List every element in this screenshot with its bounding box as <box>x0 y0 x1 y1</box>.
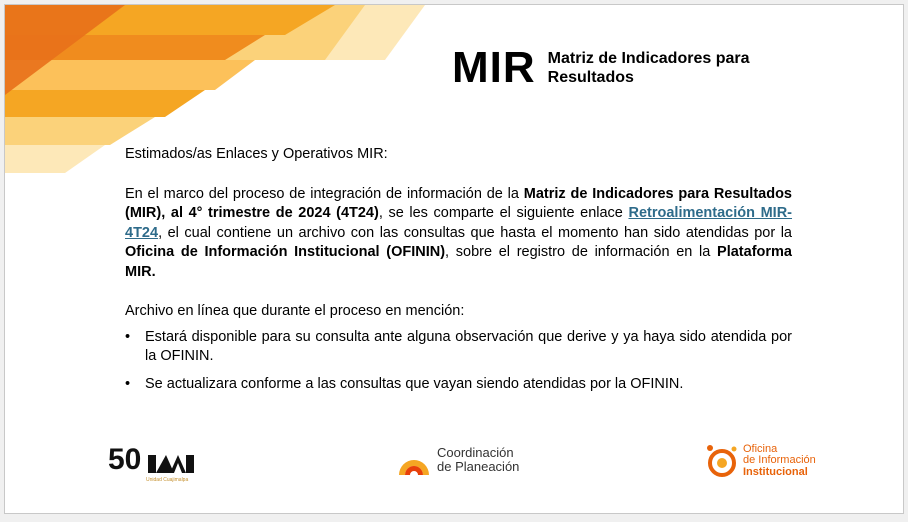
page-title: MIR <box>452 43 536 92</box>
ofinin-line1: Oficina <box>743 442 778 455</box>
uam-50-logo <box>108 439 198 484</box>
retroalimentacion-link[interactable]: Retroalimentación MIR-4T24 <box>125 205 793 241</box>
bold-text: Plataforma MIR. <box>125 244 792 280</box>
bullet-icon: • <box>125 328 131 345</box>
list-item-text: Se actualizara conforme a las consultas que vayan siendo atendidas por la OFININ. <box>145 375 684 392</box>
ofinin-line2: de Información <box>743 454 816 467</box>
list-item <box>125 375 792 395</box>
text: En el marco del proceso de integración de información de la <box>125 185 524 202</box>
message-body <box>125 145 792 402</box>
uam-logo-icon <box>108 439 198 479</box>
page-subtitle: Matriz de Indicadores para Resultados <box>547 50 750 86</box>
bold-text: Matriz de Indicadores para Resultados (MIR), al 4° trimestre de 2024 (4T24) <box>125 185 792 221</box>
ofinin-line3: Institucional <box>743 465 808 478</box>
text: , sobre el registro de información en la <box>445 244 718 260</box>
coord-line1: Coordinación <box>437 445 514 460</box>
coordinacion-planeacion-logo <box>397 445 519 475</box>
ofinin-logo <box>705 443 816 479</box>
list-item <box>125 328 792 367</box>
arch-logo-icon <box>397 445 431 475</box>
slide <box>4 4 904 514</box>
uam-unit-label: Unidad Cuajimalpa <box>146 477 189 483</box>
bold-text: Oficina de Información Institucional (OFININ) <box>125 244 446 260</box>
list-intro: Archivo en línea que durante el proceso en mención: <box>125 303 465 319</box>
ofinin-rings-icon <box>705 443 739 479</box>
bullet-icon: • <box>125 375 131 392</box>
header <box>452 43 808 93</box>
bullet-list <box>125 328 792 395</box>
list-item-text: Estará disponible para su consulta ante alguna observación que derive y ya haya sido atendida por la OFININ. <box>145 328 792 364</box>
coord-line2: de Planeación <box>437 459 520 474</box>
uam-mark: 50 <box>108 443 142 476</box>
greeting: Estimados/as Enlaces y Operativos MIR: <box>125 146 388 162</box>
text: , se les comparte el siguiente enlace <box>378 205 629 221</box>
text: , el cual contiene un archivo con las consultas que hasta el momento han sido atendidas por la <box>158 224 792 241</box>
intro-paragraph <box>125 185 792 283</box>
